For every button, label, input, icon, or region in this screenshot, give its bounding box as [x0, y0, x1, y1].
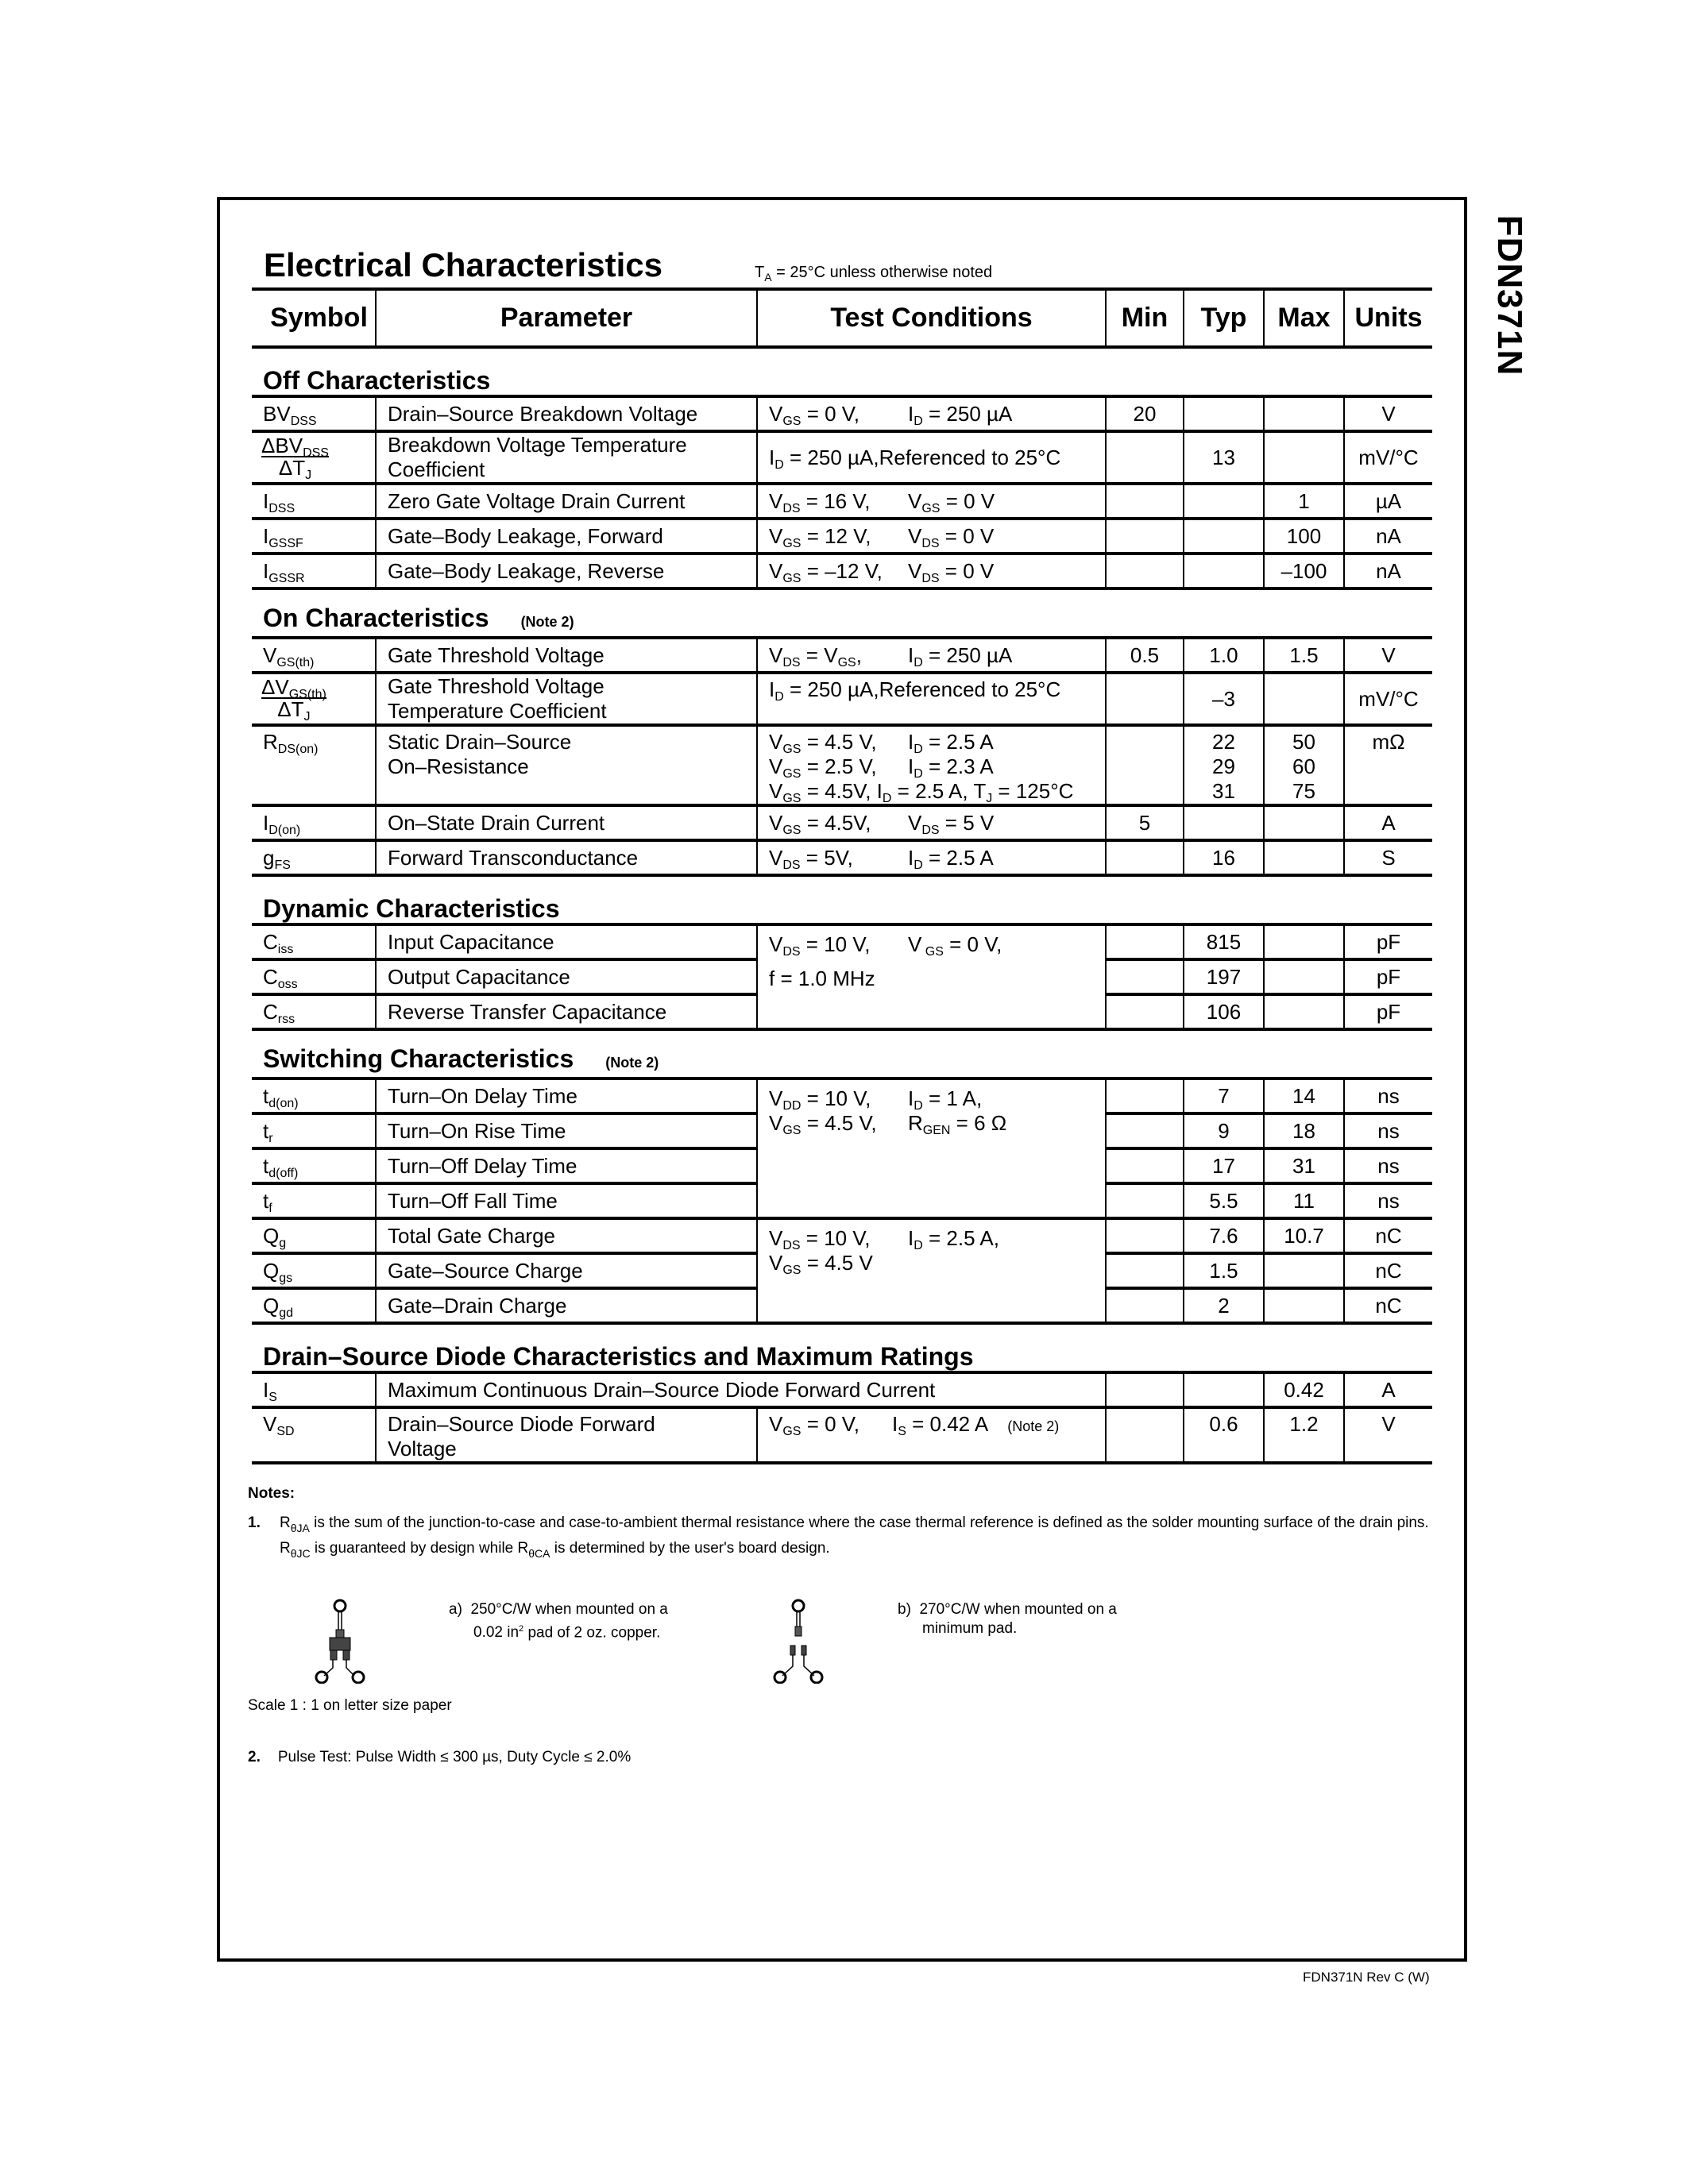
parameter: Drain–Source Diode Forward Voltage — [376, 1407, 757, 1463]
symbol: $C_{oss}$ — [252, 959, 376, 994]
typ-value: 197 — [1184, 959, 1264, 994]
max-values: 50 60 75 — [1264, 725, 1344, 805]
max-value: 10.7 — [1264, 1218, 1344, 1253]
max-value: –100 — [1264, 554, 1344, 588]
section-header-switching: Switching Characteristics (Note 2) — [252, 1029, 1432, 1078]
symbol: $t_{d(off)}$ — [252, 1148, 376, 1183]
parameter: Gate Threshold Voltage Temperature Coefficient — [376, 673, 757, 725]
table-row — [252, 1218, 1432, 1253]
symbol: $I_{GSSF}$ — [252, 519, 376, 554]
symbol: $Q_g$ — [252, 1218, 376, 1253]
min-value — [1106, 1372, 1184, 1407]
typ-value: 7.6 — [1184, 1218, 1264, 1253]
table-row — [252, 638, 1432, 673]
typ-value: 7 — [1184, 1078, 1264, 1113]
col-header-test-conditions: Test Conditions — [757, 289, 1106, 347]
typ-value: –3 — [1184, 673, 1264, 725]
parameter: Breakdown Voltage Temperature Coefficient — [376, 431, 757, 484]
min-value — [1106, 484, 1184, 519]
typ-value — [1184, 805, 1264, 840]
symbol: $BV_{DSS}$ — [252, 396, 376, 431]
units: A — [1344, 805, 1432, 840]
min-value — [1106, 1148, 1184, 1183]
table-row — [252, 519, 1432, 554]
typ-value — [1184, 484, 1264, 519]
table-row — [252, 725, 1432, 805]
max-value — [1264, 1253, 1344, 1288]
typ-value: 2 — [1184, 1288, 1264, 1323]
parameter: Gate–Body Leakage, Forward — [376, 519, 757, 554]
symbol: $\frac{\Delta V_{GS(th)}}{\Delta T_J}$ — [252, 673, 376, 725]
typ-value: 16 — [1184, 840, 1264, 875]
note-2: 2. Pulse Test: Pulse Width ≤ 300 µs, Duty Cycle ≤ 2.0% — [248, 1749, 632, 1765]
min-value — [1106, 1113, 1184, 1148]
test-conditions: $I_D = 250$ µA,Referenced to 25°C — [757, 673, 1106, 725]
min-value: 0.5 — [1106, 638, 1184, 673]
units: ns — [1344, 1148, 1432, 1183]
typ-value: 815 — [1184, 924, 1264, 959]
parameter: On–State Drain Current — [376, 805, 757, 840]
col-header-units: Units — [1344, 289, 1432, 347]
max-value — [1264, 431, 1344, 484]
symbol: $I_{D(on)}$ — [252, 805, 376, 840]
parameter: Reverse Transfer Capacitance — [376, 994, 757, 1029]
col-header-typ: Typ — [1184, 289, 1264, 347]
max-value: 14 — [1264, 1078, 1344, 1113]
parameter: Gate Threshold Voltage — [376, 638, 757, 673]
min-value — [1106, 840, 1184, 875]
max-value — [1264, 994, 1344, 1029]
typ-value: 106 — [1184, 994, 1264, 1029]
max-value — [1264, 959, 1344, 994]
table-row — [252, 484, 1432, 519]
typ-values: 22 29 31 — [1184, 725, 1264, 805]
symbol: $C_{iss}$ — [252, 924, 376, 959]
symbol: $R_{DS(on)}$ — [252, 725, 376, 805]
units: µA — [1344, 484, 1432, 519]
max-value: 1.5 — [1264, 638, 1344, 673]
footprint-a-label: a) 250°C/W when mounted on a 0.02 $in^2$ pad of 2 oz. copper. — [449, 1601, 668, 1642]
min-value — [1106, 1288, 1184, 1323]
units: ns — [1344, 1113, 1432, 1148]
parameter: Turn–Off Fall Time — [376, 1183, 757, 1218]
parameter: Input Capacitance — [376, 924, 757, 959]
units: nA — [1344, 519, 1432, 554]
min-value — [1106, 1218, 1184, 1253]
table-row — [252, 554, 1432, 588]
section-header-diode: Drain–Source Diode Characteristics and Maximum Ratings — [252, 1323, 1432, 1372]
max-value — [1264, 673, 1344, 725]
units: nC — [1344, 1288, 1432, 1323]
max-value: 100 — [1264, 519, 1344, 554]
typ-value — [1184, 554, 1264, 588]
max-value: 31 — [1264, 1148, 1344, 1183]
table-row — [252, 805, 1432, 840]
typ-value: 9 — [1184, 1113, 1264, 1148]
units: mV/°C — [1344, 673, 1432, 725]
symbol: $Q_{gd}$ — [252, 1288, 376, 1323]
test-conditions: $I_D = 250$ µA,Referenced to 25°C — [757, 431, 1106, 484]
max-value — [1264, 840, 1344, 875]
max-value — [1264, 805, 1344, 840]
max-value: 0.42 — [1264, 1372, 1344, 1407]
test-conditions: $V_{DS} = V_{GS}$, $I_D = 250$ µA — [757, 638, 1106, 673]
typ-value: 1.0 — [1184, 638, 1264, 673]
units: nA — [1344, 554, 1432, 588]
units: V — [1344, 638, 1432, 673]
table-row — [252, 673, 1432, 725]
test-conditions: $V_{GS} = 12$ V, $V_{DS} = 0$ V — [757, 519, 1106, 554]
table-row — [252, 1407, 1432, 1463]
units: V — [1344, 396, 1432, 431]
min-value — [1106, 1078, 1184, 1113]
symbol: $t_r$ — [252, 1113, 376, 1148]
max-value — [1264, 1288, 1344, 1323]
table-row — [252, 924, 1432, 959]
footer-revision: FDN371N Rev C (W) — [1303, 1970, 1430, 1985]
test-conditions: $V_{DS} = 5V$, $I_D = 2.5$ A — [757, 840, 1106, 875]
symbol: $C_{rss}$ — [252, 994, 376, 1029]
parameter: Gate–Source Charge — [376, 1253, 757, 1288]
test-conditions: $V_{GS} = 4.5$ V, $I_D = 2.5$ A $V_{GS} = 2.5$ V, $I_D = 2.3$ A $V_{GS} = 4.5V$, $I_D = 2.5$ A, $T_J = 125^\circ C$ — [757, 725, 1106, 805]
typ-value — [1184, 396, 1264, 431]
units: S — [1344, 840, 1432, 875]
notes-section — [248, 1485, 1439, 1560]
units: A — [1344, 1372, 1432, 1407]
table-row — [252, 431, 1432, 484]
note-1: 1. $R_{\theta JA}$ is the sum of the junction-to-case and case-to-ambient thermal resistance where the case thermal reference is defined as the solder mounting surface of the drain pins. $R_{\theta JC}$ is guaranteed by design while $R_{\theta CA}$ is determined by the user's board design. — [248, 1515, 1429, 1560]
col-header-symbol: Symbol — [252, 289, 376, 347]
parameter: Gate–Body Leakage, Reverse — [376, 554, 757, 588]
units: ns — [1344, 1078, 1432, 1113]
parameter: Turn–On Delay Time — [376, 1078, 757, 1113]
parameter: Maximum Continuous Drain–Source Diode Forward Current — [376, 1372, 1106, 1407]
test-conditions: $V_{DS} = 10$ V, V $_{GS}$ = 0 V, f = 1.0 MHz — [757, 924, 1106, 1029]
test-conditions: $V_{DS} = 10$ V, $I_D = 2.5$ A, $V_{GS} = 4.5$ V — [757, 1218, 1106, 1323]
min-value — [1106, 1183, 1184, 1218]
units: nC — [1344, 1253, 1432, 1288]
min-value: 5 — [1106, 805, 1184, 840]
section-title: Electrical Characteristics — [264, 246, 662, 284]
typ-value: 0.6 — [1184, 1407, 1264, 1463]
parameter: Total Gate Charge — [376, 1218, 757, 1253]
min-value — [1106, 554, 1184, 588]
test-conditions: $V_{GS} = 0$ V, $I_S = 0.42$ A (Note 2) — [757, 1407, 1106, 1463]
symbol: $Q_{gs}$ — [252, 1253, 376, 1288]
parameter: Turn–On Rise Time — [376, 1113, 757, 1148]
temperature-condition-note: $T_A = 25^\circ C$ unless otherwise noted — [755, 264, 993, 284]
max-value: 11 — [1264, 1183, 1344, 1218]
table-row — [252, 1078, 1432, 1113]
symbol: $I_{GSSR}$ — [252, 554, 376, 588]
table-row — [252, 396, 1432, 431]
col-header-max: Max — [1264, 289, 1344, 347]
min-value — [1106, 519, 1184, 554]
symbol: $\frac{\Delta BV_{DSS}}{\Delta T_J}$ — [252, 431, 376, 484]
symbol: $I_{DSS}$ — [252, 484, 376, 519]
units: pF — [1344, 924, 1432, 959]
units: ns — [1344, 1183, 1432, 1218]
notes-title: Notes: — [248, 1485, 295, 1502]
max-value: 1 — [1264, 484, 1344, 519]
max-value — [1264, 396, 1344, 431]
typ-value — [1184, 519, 1264, 554]
min-value — [1106, 1253, 1184, 1288]
min-value — [1106, 994, 1184, 1029]
table-header-row — [252, 289, 1432, 347]
units: mΩ — [1344, 725, 1432, 805]
parameter: Zero Gate Voltage Drain Current — [376, 484, 757, 519]
test-conditions: $V_{GS} = 4.5V$, $V_{DS} = 5$ V — [757, 805, 1106, 840]
symbol: $V_{SD}$ — [252, 1407, 376, 1463]
test-conditions: $V_{GS} = 0$ V, $I_D = 250$ µA — [757, 396, 1106, 431]
min-value — [1106, 725, 1184, 805]
min-value — [1106, 1407, 1184, 1463]
typ-value — [1184, 1372, 1264, 1407]
section-header-off: Off Characteristics — [252, 347, 1432, 396]
min-value — [1106, 959, 1184, 994]
max-value: 18 — [1264, 1113, 1344, 1148]
min-value: 20 — [1106, 396, 1184, 431]
min-value — [1106, 673, 1184, 725]
part-number-vertical: FDN371N — [1490, 214, 1529, 376]
min-value — [1106, 924, 1184, 959]
units: nC — [1344, 1218, 1432, 1253]
parameter: Forward Transconductance — [376, 840, 757, 875]
table-row — [252, 840, 1432, 875]
section-header-dynamic: Dynamic Characteristics — [252, 875, 1432, 924]
footprint-b-icon — [767, 1596, 830, 1684]
scale-note: Scale 1 : 1 on letter size paper — [248, 1697, 452, 1714]
units: V — [1344, 1407, 1432, 1463]
test-conditions: $V_{GS} = -12$ V, $V_{DS} = 0$ V — [757, 554, 1106, 588]
units: mV/°C — [1344, 431, 1432, 484]
typ-value: 5.5 — [1184, 1183, 1264, 1218]
footprint-b-label: b) 270°C/W when mounted on a minimum pad. — [898, 1601, 1117, 1637]
table-row — [252, 1372, 1432, 1407]
typ-value: 17 — [1184, 1148, 1264, 1183]
test-conditions: $V_{DS} = 16$ V, $V_{GS} = 0$ V — [757, 484, 1106, 519]
symbol: $V_{GS(th)}$ — [252, 638, 376, 673]
symbol: $t_f$ — [252, 1183, 376, 1218]
symbol: $g_{FS}$ — [252, 840, 376, 875]
test-conditions: $V_{DD} = 10$ V, $I_D = 1$ A, $V_{GS} = 4.5$ V, $R_{GEN} = 6$ Ω — [757, 1078, 1106, 1218]
col-header-min: Min — [1106, 289, 1184, 347]
units: pF — [1344, 959, 1432, 994]
max-value — [1264, 924, 1344, 959]
typ-value: 1.5 — [1184, 1253, 1264, 1288]
units: pF — [1344, 994, 1432, 1029]
parameter: Static Drain–Source On–Resistance — [376, 725, 757, 805]
footprint-a-icon — [310, 1596, 373, 1684]
symbol: $t_{d(on)}$ — [252, 1078, 376, 1113]
typ-value: 13 — [1184, 431, 1264, 484]
electrical-characteristics-table — [252, 287, 1432, 1464]
section-header-on: On Characteristics (Note 2) — [252, 588, 1432, 638]
parameter: Output Capacitance — [376, 959, 757, 994]
parameter: Gate–Drain Charge — [376, 1288, 757, 1323]
max-value: 1.2 — [1264, 1407, 1344, 1463]
min-value — [1106, 431, 1184, 484]
parameter: Drain–Source Breakdown Voltage — [376, 396, 757, 431]
parameter: Turn–Off Delay Time — [376, 1148, 757, 1183]
col-header-parameter: Parameter — [376, 289, 757, 347]
symbol: $I_S$ — [252, 1372, 376, 1407]
